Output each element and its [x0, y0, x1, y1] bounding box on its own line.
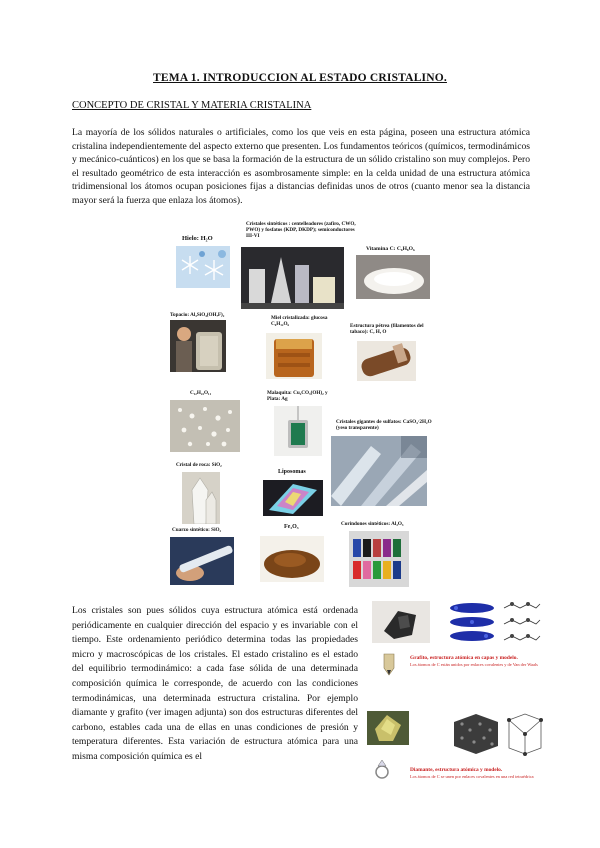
- caption-estructura-petrea: Estructura pétrea (filamentos del tabaco): C, H, O: [350, 323, 424, 336]
- photo-iron-oxide-powder: [260, 536, 324, 582]
- graphite-atomic-structure: [446, 600, 498, 646]
- caption-diamante: Diamante, estructura atómica y modelo.: [410, 767, 503, 773]
- diamond-ring-icon: [370, 758, 400, 780]
- photo-synthetic-quartz: [170, 537, 234, 585]
- photo-synthetic-crystals: [241, 247, 344, 309]
- caption-vitamina: Vitamina C: C₆H₈O₆: [366, 246, 415, 252]
- photo-liposome-crystal: [263, 480, 323, 516]
- photo-cigar: [357, 341, 416, 381]
- caption-cuarzo-sintetico: Cuarzo sintético: SiO₂: [172, 527, 222, 533]
- caption-topacio: Topacio: Al₂SiO₄(OH,F)₂: [170, 312, 225, 318]
- caption-oxido-hierro: Fe₂O₃: [284, 524, 299, 530]
- caption-liposomas: Liposomas: [278, 469, 306, 475]
- intro-paragraph: La mayoría de los sólidos naturales o artificiales, como los que veis en esta página, poseen una estructura atómica cristalina independientemente del aspecto externo que presenten. Los fundamentos teóricos (químicos, termodinámicos y mecánico-cuánticos) en los que se basa la formación de la estructura de un sólido cristalino son muy complejos. Pero el resultado geométrico de esta interacción es asombrosamente simple: en la celda unidad de una estructura atómica tridimensional los átomos ocupan posiciones fijas a distancias definidas unos de otros (cuanto menor sea la distancia mayor será la fuerza que enlaza los átomos).: [72, 127, 530, 206]
- caption-malaquita: Malaquita: Cu₂CO₃(OH)₂ y Plata: Ag: [267, 390, 328, 403]
- caption-hielo: Hielo: H₂O: [182, 235, 213, 242]
- caption-grafito: Grafito, estructura atómica en capas y modelo.: [410, 655, 518, 661]
- caption-centelleadores: Cristales sintéticos : centelleadores (zafiro, CWO, PWO) y fosfatos (KDP, DKDP); semiconductores III-VI: [246, 221, 356, 240]
- photo-rock-crystal: [182, 472, 220, 524]
- caption-azucar: C₁₂H₂₂O₁₁: [190, 390, 212, 396]
- section-subtitle: CONCEPTO DE CRISTAL Y MATERIA CRISTALINA: [72, 100, 312, 111]
- caption-yeso: Cristales gigantes de sulfatos: CaSO₄·2H₂O (yeso transparente): [336, 419, 432, 432]
- photo-malachite-pendant: [274, 406, 322, 456]
- caption-miel: Miel cristalizada: glucosa C₆H₁₂O₆: [271, 315, 328, 328]
- page-title: TEMA 1. INTRODUCCION AL ESTADO CRISTALINO.: [153, 72, 447, 84]
- pencil-icon: [380, 652, 398, 676]
- caption-pigmentos: Corindones sintéticos: Al₂O₃: [341, 521, 404, 527]
- graphite-ball-model: [500, 600, 544, 646]
- caption-cuarzo: Cristal de roca: SiO₂: [176, 462, 222, 468]
- photo-colored-pigments: [349, 531, 409, 587]
- photo-sugar-crystals: [170, 400, 240, 452]
- diamond-atomic-structure: [450, 712, 502, 756]
- diamond-lattice-model: [505, 712, 545, 756]
- photo-graphite: [372, 601, 430, 643]
- photo-diamond: [367, 711, 409, 745]
- photo-vitamin-c-powder: [356, 255, 430, 299]
- crystal-definition-paragraph: Los cristales son pues sólidos cuya estructura atómica está ordenada periódicamente en cualquier dirección del espacio y es invariable con el tiempo. Este ordenamiento periódico determina todas las propiedades micro y macroscópicas de los cristales. El estado cristalino es el estado del equilibrio termodinámico: a cada fase sólida de una determinada composición química le corresponde, de acuerdo con las condiciones termodinámicas, una determinada estructura cristalina. Por ejemplo diamante y grafito (ver imagen adjunta) son dos estructuras diferentes del carbono, estables cada una de ellas en unas condiciones de presión y temperatura diferentes. Esta variación de estructura atómica para una misma composición química es el: [72, 605, 358, 762]
- caption-grafito-detail: Los átomos de C están unidos por enlaces covalentes y de Van der Waals: [410, 662, 538, 667]
- photo-gypsum-crystals: [331, 436, 427, 506]
- photo-topaz: [170, 320, 226, 372]
- caption-diamante-detail: Los átomos de C se unen por enlaces covalentes en una red tetraédrica: [410, 774, 534, 779]
- photo-crystallized-honey: [266, 333, 322, 379]
- photo-ice-crystals: [176, 246, 230, 288]
